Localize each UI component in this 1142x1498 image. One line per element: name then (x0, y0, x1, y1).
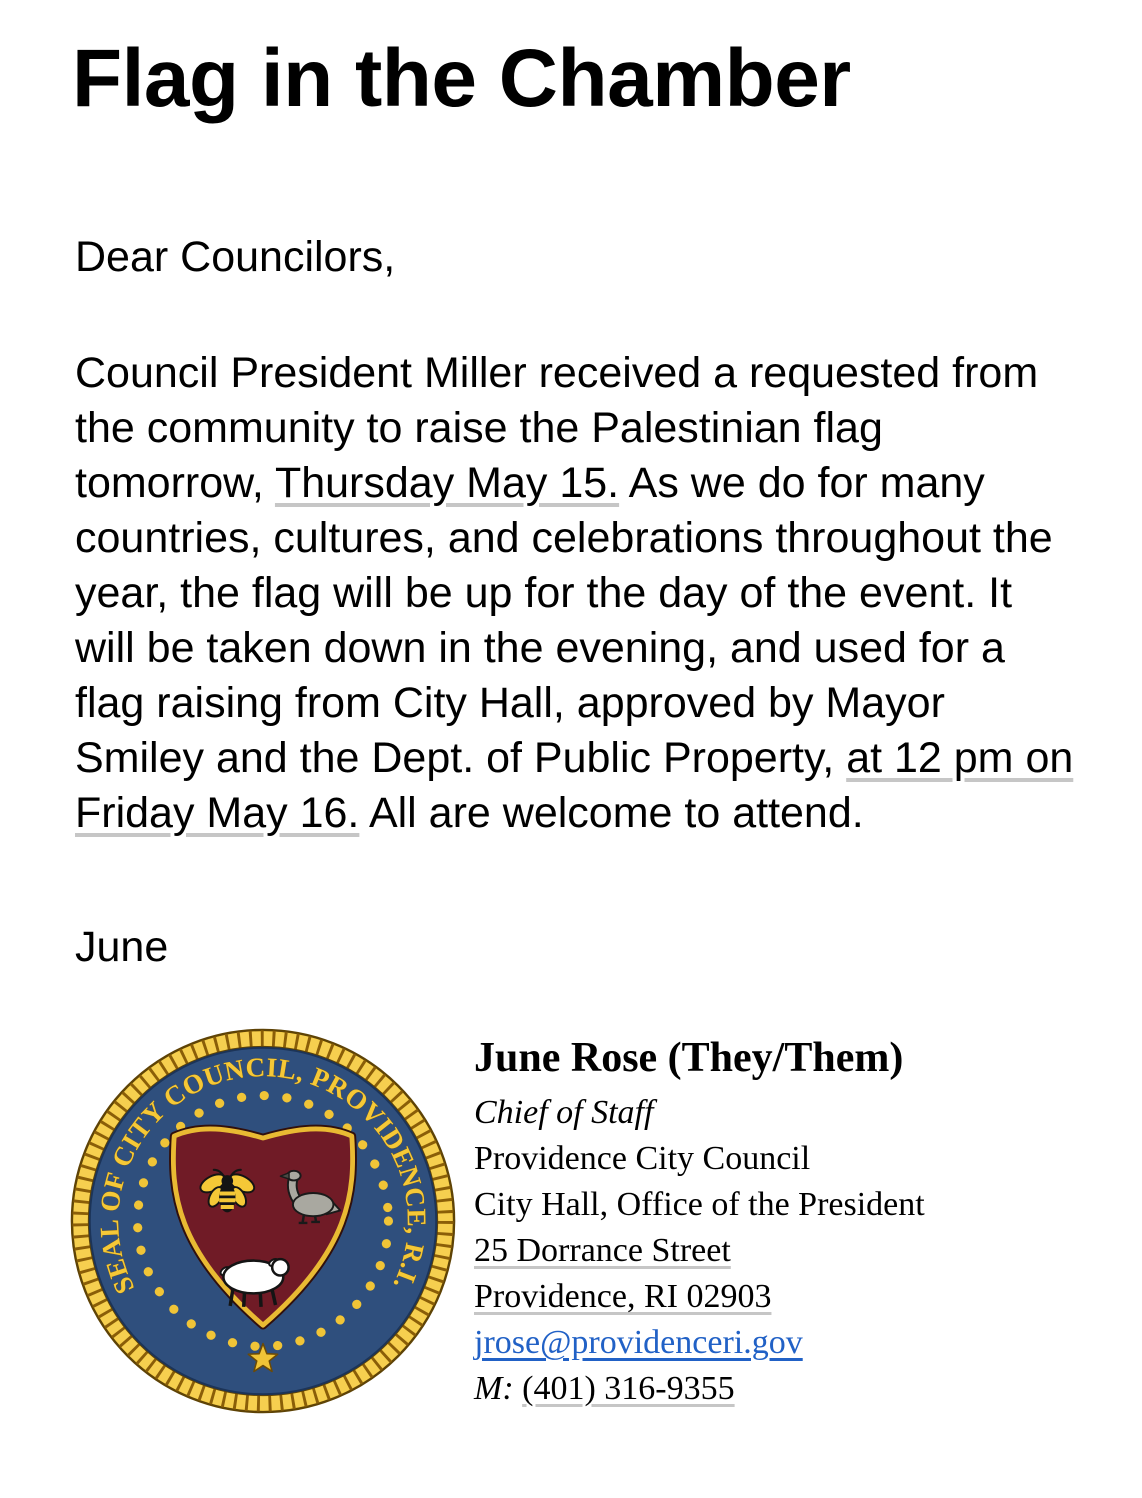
greeting-text: Dear Councilors, (75, 233, 396, 281)
detected-date-link[interactable]: at 12 pm on (846, 734, 1074, 782)
signature-email-link[interactable]: jrose@providenceri.gov (474, 1324, 803, 1361)
phone-spacer (514, 1370, 523, 1407)
email-signature (474, 1032, 925, 1412)
paragraph-text: countries, cultures, and celebrations throughout the (75, 514, 1053, 562)
paragraph-line (75, 786, 1073, 841)
paragraph-text: Council President Miller received a requested from (75, 349, 1039, 397)
phone-label: M: (474, 1370, 514, 1407)
paragraph-line (75, 731, 1073, 786)
signature-job-title: Chief of Staff (474, 1094, 654, 1131)
paragraph-line (75, 621, 1073, 676)
signature-phone-link[interactable]: (401) 316-9355 (522, 1370, 735, 1407)
signature-organization: Providence City Council (474, 1140, 811, 1177)
paragraph-text: Smiley and the Dept. of Public Property, (75, 734, 847, 782)
signoff-text: June (75, 923, 169, 971)
paragraph-line (75, 676, 1073, 731)
signature-street-address-link[interactable]: 25 Dorrance Street (474, 1232, 731, 1269)
paragraph-text: year, the flag will be up for the day of the event. It (75, 569, 1013, 617)
signature-name: June Rose (They/Them) (474, 1035, 904, 1081)
paragraph-line (75, 456, 1073, 511)
email-subject-title: Flag in the Chamber (72, 33, 851, 124)
providence-city-council-seal (70, 1028, 456, 1414)
paragraph-line (75, 346, 1073, 401)
paragraph-text: the community to raise the Palestinian flag (75, 404, 883, 452)
signature-office: City Hall, Office of the President (474, 1186, 925, 1223)
paragraph-text: As we do for many (619, 459, 985, 507)
paragraph-line (75, 566, 1073, 621)
paragraph-text: tomorrow, (75, 459, 275, 507)
paragraph-text: All are welcome to attend. (359, 789, 864, 837)
signature-city-state-zip-link[interactable]: Providence, RI 02903 (474, 1278, 772, 1315)
detected-date-link[interactable]: Friday May 16. (75, 789, 360, 837)
paragraph-line (75, 401, 1073, 456)
paragraph-text: will be taken down in the evening, and used for a (75, 624, 1005, 672)
paragraph-text: flag raising from City Hall, approved by Mayor (75, 679, 945, 727)
detected-date-link[interactable]: Thursday May 15. (274, 459, 620, 507)
seal-ring-text: SEAL OF CITY COUNCIL, PROVIDENCE, R.I. (94, 1051, 432, 1299)
paragraph-line (75, 511, 1073, 566)
message-paragraph (75, 346, 1073, 841)
